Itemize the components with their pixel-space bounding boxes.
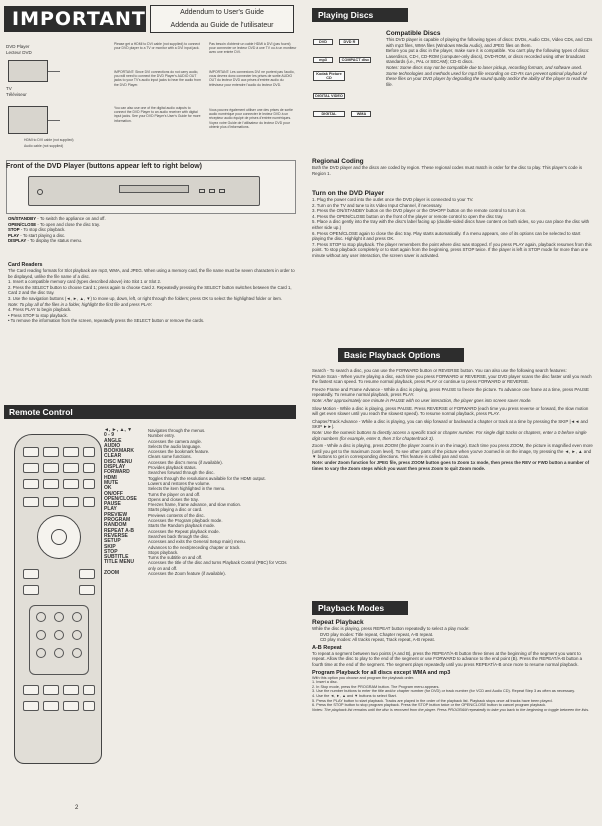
dvd-r-logo-icon: DVD R <box>339 39 359 45</box>
card-readers-title: Card Readers <box>8 262 43 268</box>
key-row: ANGLE Accesses the camera angle. <box>104 437 202 444</box>
key-row: STOP Stops playback. <box>104 548 179 555</box>
regional-coding-text: Both the DVD player and the discs are coded by region. These regional codes must match in order for the disc to play. This player's code is Region 1. <box>312 165 583 176</box>
program-step: 3. Use the number buttons to enter the title and/or chapter number (for DVD) or track number (for VCD and Audio CD). Repeat Step 3 as often as necessary. <box>312 689 575 694</box>
cable-label: HDMI to DVI cable (not supplied) <box>24 138 74 142</box>
card-step: 1. Insert a compatible memory card (types described above) into Slot 1 or Slot 2. <box>8 279 162 285</box>
addendum-en: Addendum to User's Guide <box>180 9 264 16</box>
ab-repeat-text: To repeat a segment between two points (A and B), press the REPEAT/A-B button three times at the beginning of the segment you want to repeat. Allow the disc to play to the end of the segment or use FORWARD to advance to the end point (B). Press the REPEAT/A-B button a fourth time at the end of the segment. The segment plays repeatedly until you press REPEAT/A-B once more to resume normal playback. <box>312 650 583 667</box>
tv-label: TV Téléviseur <box>6 86 27 97</box>
repeat-playback-title: Repeat Playback <box>312 619 364 626</box>
program-intro: With this option you choose and program the playback order. <box>312 675 415 680</box>
key-row: PAUSE Freezes frame, frame advance, and slow motion. <box>104 501 242 508</box>
mp3-logo-icon: mp3 <box>313 57 333 63</box>
key-row: REPEAT A-B Accesses the Repeat playback mode. <box>104 527 220 534</box>
key-row: OK Selects the item highlighted in the menu. <box>104 485 226 492</box>
key-row: REVERSE Searches back through the disc. <box>104 532 210 539</box>
important-banner: IMPORTANT <box>4 6 146 32</box>
key-row: TITLE MENU Accesses the title of the disc and turns Playback Control (PBC) for VCDs only on and off. <box>104 559 287 571</box>
turn-on-step: 4. Press the OPEN/CLOSE button on the front of the player or remote control to open the disc tray. <box>312 213 504 219</box>
basic-playback-section <box>312 368 594 471</box>
compatible-discs-title: Compatible Discs <box>386 30 441 37</box>
compatible-discs-note: Notes: Some discs may not be compatible due to laser pickup, recording formats, and software used. Some technologies and methods used for mp3 file recording on CD-Rs can prevent optimal playback of these files on your DVD player by degrading the sound quality and/or the ability of the player to read the file. <box>386 64 588 87</box>
note-fr-3: Vous pouvez également utiliser une des prises de sortie audio numérique pour connecter le lecteur DVD à un récepteur audio équipé de prises d'entrée numériques. Voyez votre Guide de l'utilisateur du lecteur DVD pour obtenir plus d'informations. <box>209 108 293 129</box>
key-row: ZOOM Accesses the Zoom feature (if available). <box>104 570 226 577</box>
front-item: ON/STANDBY - To switch the appliance on and off. <box>8 216 106 221</box>
turn-on-step: 2. Turn on the TV and tune to its Video Input Channel, if necessary. <box>312 202 443 208</box>
key-row: MUTE Lowers and restores the volume. <box>104 479 211 486</box>
key-row: PLAY Starts playing a disc or card. <box>104 506 203 513</box>
disc-tray-icon <box>119 185 189 193</box>
compatible-discs-text-1: This DVD player is capable of playing the following types of discs: DVDs, Audio CDs, Video CDs, and CDs with mp3 files, WMA files (Windows Media Audio), and JPEG files on them. <box>386 37 593 48</box>
turn-on-step: 1. Plug the power cord into the outlet once the DVD player is connected to your TV. <box>312 197 474 202</box>
key-row: FORWARD Searches forward through the disc. <box>104 469 215 476</box>
chapter-advance-text: Chapter/Track Advance - While a disc is playing, you can skip forward or backward a chapter or track at a time by pressing the SKIP |◄◄ and SKIP ►►|. <box>312 418 588 430</box>
audio-cable-label: Audio cable (not supplied) <box>24 144 64 148</box>
playing-discs-title: Playing Discs <box>312 8 408 22</box>
dvd-player-rear-icon <box>8 60 48 82</box>
repeat-dvd-modes: DVD play modes: Title repeat, Chapter repeat, A-B repeat. <box>320 631 434 637</box>
key-row: PROGRAM Accesses the Program playback mode. <box>104 517 223 524</box>
card-readers-intro: The Card reading formats for Slot playback are mp3, WMA, and JPEG. When using a memory card, the file name must be seven characters in order to be displayed, unlike the file name of a disc. <box>8 268 295 279</box>
key-row: AUDIO Selects the audio language. <box>104 442 202 449</box>
turn-on-section <box>312 190 594 259</box>
navigation-pad-icon <box>37 515 81 559</box>
ab-repeat-title: A-B Repeat <box>312 644 342 651</box>
search-text: Search - To search a disc, you can use the FORWARD button or REVERSE button. You can also use the following search features: <box>312 368 567 373</box>
front-item: PLAY - To start playing a disc. <box>8 232 66 238</box>
kodak-logo-icon: Kodak Picture CD <box>313 71 345 81</box>
card-note: Note: To play all of the files in a folder, highlight the first file and press PLAY. <box>8 301 153 307</box>
program-step: 6. Press the STOP button to stop program playback. Press the STOP button twice or the OPEN/CLOSE button to cancel program playback. <box>312 703 547 708</box>
key-row: SETUP Accesses and exits the General Setup main) menu. <box>104 538 246 545</box>
card-step: • To remove the information from the screen, repeatedly press the SELECT button or remove the cards. <box>8 318 205 324</box>
basic-playback-title: Basic Playback Options <box>338 348 464 362</box>
key-row: ◄, ►, ▲, ▼ Navigates through the menus. <box>104 427 206 433</box>
disc-logos <box>312 30 384 120</box>
note-en-2: IMPORTANT: Since DVI connections do not carry audio, you will need to connect the DVD Player's AUDIO OUT jacks to your TV's audio input jacks to hear the audio from the DVD Player. <box>114 70 201 87</box>
note-en-3: You can also use one of the digital audio outputs to connect the DVD Player to an audio receiver with digital input jacks. See your DVD Player's User's Guide for more information. <box>114 106 201 123</box>
number-keypad-icon <box>29 605 89 675</box>
slow-motion-text: Slow Motion - While a disc is playing, press PAUSE. Press REVERSE or FORWARD (each time you press reverse or forward, the slow motion will get even slower until you reach the slowest speed). To resume normal playback, press PLAY. <box>312 405 589 417</box>
compact-disc-logo-icon: COMPACT disc <box>339 57 371 63</box>
ok-button-icon <box>51 529 67 545</box>
freeze-frame-text: Freeze Frame and Frame Advance - While a disc is playing, press PAUSE to freeze the picture. To advance one frame at a time, press PAUSE repeatedly. To resume normal playback, press PLAY. <box>312 386 589 398</box>
dvd-logo-icon: DVD <box>313 39 333 45</box>
addendum-fr: Addenda au Guide de l'utilisateur <box>170 22 274 29</box>
program-step: 1. Insert a disc. <box>312 680 338 685</box>
program-note: Notes: The playback list remains until the disc is removed from the player. Press PROGRAM repeatedly to take you back to the beginning or toggle between the lists. <box>312 707 590 712</box>
remote-control-icon <box>14 434 102 764</box>
tv-rear-icon <box>8 106 48 134</box>
wma-logo-icon: WMA <box>351 111 371 117</box>
turn-on-step: 7. Press STOP to stop playback. The player remembers the point where disc was stopped. If you press PLAY again, playback resumes from this point. To stop playback completely or to start again from the beginning, press STOP twice. If the player is left in STOP mode for more than one minute without any user interaction, the screen saver is activated. <box>312 241 592 258</box>
key-row: ON/OFF Turns the player on and off. <box>104 490 201 497</box>
addendum-box <box>150 5 294 33</box>
power-button-icon <box>37 189 43 195</box>
program-step: 4. Use the ◄, ►, ▲ and ▼ buttons to select Start. <box>312 693 397 698</box>
page-number: 2 <box>75 805 79 811</box>
digital-logo-icon: DIGITAL <box>313 111 345 117</box>
regional-coding-title: Regional Coding <box>312 158 364 165</box>
dvd-front-icon <box>28 176 260 206</box>
key-row: SKIP Advances to the next/preceding chapter or track. <box>104 543 241 550</box>
note-fr-2: IMPORTANT: Les connexions DVI ne portent pas l'audio, vous devrez donc connecter les prises de sortie AUDIO OUT du lecteur DVD aux prises d'entrée audio du téléviseur pour entendre l'audio du lecteur DVD. <box>209 70 295 87</box>
zoom-note: Note: under Zoom function for JPEG file, press ZOOM button goes to Zoom 1x mode, then press the REV or FWD button a number of times to vary the Zoom steps which you want then press Zoom to quit Zoom mode. <box>312 459 590 471</box>
chapter-advance-note: Note: Use the numeric buttons to directly access a specific track or chapter number. For single digit tracks or chapters, enter a 0 before single digit numbers (for example, enter 0, then 3 for chapter/track 3). <box>312 429 587 441</box>
repeat-playback-text: While the disc is playing, press REPEAT button repeatedly to select a play mode: <box>312 626 470 631</box>
key-row: CLEAR Clears some functions. <box>104 453 192 460</box>
remote-control-title: Remote Control <box>4 405 296 419</box>
front-item: DISPLAY - To display the status menu. <box>8 238 83 244</box>
regional-coding-section <box>312 158 594 176</box>
freeze-frame-note: Note: After approximately one minute in PAUSE with no user interaction, the player goes into screen saver mode. <box>312 397 532 403</box>
program-step: 2. In Stop mode, press the PROGRAM button. The Program menu appears. <box>312 684 440 689</box>
turn-on-title: Turn on the DVD Player <box>312 190 385 197</box>
front-button-list <box>8 216 208 244</box>
card-step: • Press STOP to stop playback. <box>8 312 68 318</box>
program-playback-title: Program Playback for all discs except WMA and mp3 <box>312 669 451 676</box>
note-fr-1: Pas besoin d'obtenir un cable HDMI à DVI (pas fourni) pour connecter ce lecteur DVD à une TV ou à un moniteur avec une entrée DVI. <box>209 42 297 55</box>
turn-on-step: 6. Press OPEN/CLOSE again to close the disc tray. Play starts automatically. If a menu appears, one of its options can be selected to start playing the disc. Highlight it and press OK. <box>312 230 581 242</box>
key-row: SUBTITLE Turns the subtitle on and off. <box>104 554 203 561</box>
key-row: HDMI Toggles through the resolutions available for the HDMI output. <box>104 474 266 481</box>
digital-video-logo-icon: DIGITAL VIDEO <box>313 93 345 99</box>
front-item: STOP - To stop disc playback. <box>8 227 66 233</box>
remote-key-list <box>104 428 292 576</box>
playback-modes-section <box>312 619 594 712</box>
repeat-cd-modes: CD play modes: All tracks repeat, Track repeat, A-B repeat. <box>320 637 435 643</box>
key-row: BOOKMARK Accesses the bookmark feature. <box>104 448 210 455</box>
card-step: 3. Use the navigation buttons (◄, ►, ▲, ▼) to move up, down, left, or right through the folders; press OK to select the highlighted folder or item. <box>8 295 283 301</box>
note-en-1: Please get a HDMI to DVI cable (not supplied) to connect your DVD player to a TV or monitor with a DVI input jack. <box>114 42 200 51</box>
playback-modes-title: Playback Modes <box>312 601 408 615</box>
key-row: DISPLAY Provides playback status. <box>104 464 197 471</box>
key-row: OPEN/CLOSE Opens and closes the tray. <box>104 495 199 502</box>
program-step: 5. Press the PLAY button to start playback. Tracks are played in the order of the playback list. Playback stops once all tracks have been played. <box>312 698 553 703</box>
turn-on-step: 3. Press the ON/STANDBY button on the DVD player or the ON•OFF button on the remote control to turn it on. <box>312 208 527 214</box>
zoom-text: Zoom - While a disc is playing, press ZOOM (the player zooms in on the image). Each time you press ZOOM, the picture is magnified even more (until you get to the maximum zoom level). To see other parts of the picture when you've zoomed in on the image, try pressing the ◄, ►, ▲ and ▼ buttons to get in corresponding directions. This feature is called pan and scan. <box>312 443 593 460</box>
turn-on-step: 5. Place a disc gently into the tray with the disc's label facing up (double-sided discs have content on both sides, so you can place the disc with either side up.) <box>312 219 590 230</box>
key-row: DISC MENU Accesses the disc's menu (if available). <box>104 458 223 465</box>
compatible-discs-text-2: Before you put a disc in the player, make sure it is compatible. You can't play the following types of discs: Laserdiscs, CD-I, CD-ROM (computer-only discs), DVD-ROM, or discs recorded using other broadcast standards (i.e., PAL or SECAM); CD-G discs. <box>386 48 590 65</box>
front-item: OPEN/CLOSE - To open and close the disc tray. <box>8 221 101 227</box>
card-readers-section <box>8 262 296 324</box>
card-step: 4. Press PLAY to begin playback. <box>8 307 72 313</box>
compatible-discs-section <box>386 30 594 87</box>
key-row: RANDOM Starts the Random playback mode. <box>104 522 216 529</box>
picture-scan-text: Picture Scan - When you're playing a disc, each time you press FORWARD or REVERSE, your DVD player scans the disc faster until you reach the fastest scan speed. To resume normal playback, press PLAY or continue to press FORWARD or REVERSE. <box>312 373 592 385</box>
front-title: Front of the DVD Player (buttons appear left to right below) <box>6 163 203 170</box>
card-step: 2. Press the SELECT button to choose Card 1; press again to choose Card 2. Repeatedly pressing the SELECT button switches between the Card 1, Card 2 and the disc tray. <box>8 284 292 296</box>
key-row: 0 - 9 Number entry. <box>104 432 175 439</box>
connection-panel <box>4 36 296 156</box>
dvd-player-label: DVD Player Lecteur DVD <box>6 44 32 55</box>
key-row: PREVIEW Previews contents of the disc. <box>104 511 205 518</box>
